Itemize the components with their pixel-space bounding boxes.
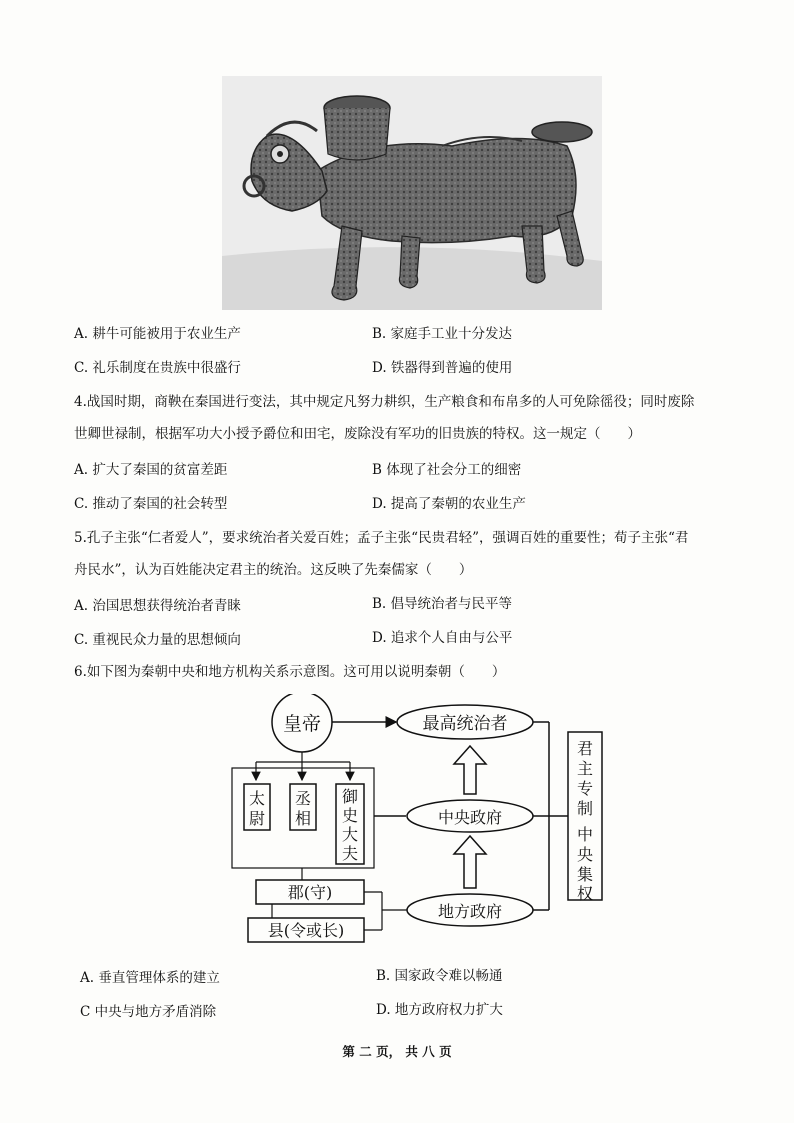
central-gov-label: 中央政府 <box>437 808 503 827</box>
taiwei-char-2: 尉 <box>248 809 266 828</box>
side-char-2: 主 <box>576 759 594 778</box>
q6-option-d: D. 地方政府权力扩大 <box>376 1002 503 1018</box>
yushi-char-3: 大 <box>341 825 359 844</box>
q3-option-b: B. 家庭手工业十分发达 <box>372 326 513 342</box>
q3-option-c: C. 礼乐制度在贵族中很盛行 <box>74 360 241 376</box>
q4-stem-line2: 世卿世禄制，根据军功大小授予爵位和田宅，废除没有军功的旧贵族的特权。这一规定（ ） <box>74 426 641 442</box>
up-arrow-local-to-central <box>454 836 486 888</box>
q5-stem-line2: 舟民水”，认为百姓能决定君主的统治。这反映了先秦儒家（ ） <box>74 562 473 578</box>
yushi-char-1: 御 <box>341 787 359 806</box>
chengxiang-char-1: 丞 <box>294 789 312 808</box>
bronze-ox-vessel-drawing <box>222 76 602 310</box>
page-footer: 第 二 页， 共 八 页 <box>342 1044 452 1059</box>
emperor-label: 皇帝 <box>282 713 322 735</box>
taiwei-char-1: 太 <box>248 789 266 808</box>
q5-option-d: D. 追求个人自由与公平 <box>372 630 513 646</box>
yushi-char-4: 夫 <box>341 844 359 863</box>
q6-option-a: A. 垂直管理体系的建立 <box>80 970 220 986</box>
q5-option-a: A. 治国思想获得统治者青睐 <box>74 598 241 614</box>
side-char-7: 集 <box>576 865 594 884</box>
chengxiang-char-2: 相 <box>294 809 312 828</box>
yushi-char-2: 史 <box>341 806 359 825</box>
q5-option-c: C. 重视民众力量的思想倾向 <box>74 632 241 648</box>
side-char-1: 君 <box>576 739 594 758</box>
q5-stem-line1: 5.孔子主张“仁者爱人”，要求统治者关爱百姓；孟子主张“民贵君轻”，强调百姓的重要性；荀子主张“君 <box>74 530 689 546</box>
q3-option-d: D. 铁器得到普遍的使用 <box>372 360 513 376</box>
q4-option-d: D. 提高了秦朝的农业生产 <box>372 496 526 512</box>
q3-option-a: A. 耕牛可能被用于农业生产 <box>74 326 241 342</box>
side-char-3: 专 <box>576 779 594 798</box>
commandery-label: 郡(守) <box>287 883 333 902</box>
county-label: 县(令或长) <box>267 921 345 940</box>
side-char-4: 制 <box>576 799 594 818</box>
q6-stem: 6.如下图为秦朝中央和地方机构关系示意图。这可用以说明秦朝（ ） <box>74 664 506 680</box>
local-gov-label: 地方政府 <box>437 902 503 921</box>
q5-option-b: B. 倡导统治者与民平等 <box>372 596 513 612</box>
up-arrow-central-to-ruler <box>454 746 486 794</box>
side-char-6: 央 <box>576 845 594 864</box>
q4-stem-line1: 4.战国时期，商鞅在秦国进行变法，其中规定凡努力耕织，生产粮食和布帛多的人可免除徭役；同时废除 <box>74 394 695 410</box>
supreme-ruler-label: 最高统治者 <box>422 714 508 734</box>
q6-option-c: C 中央与地方矛盾消除 <box>80 1004 217 1020</box>
side-char-8: 权 <box>576 884 594 903</box>
q4-option-b: B 体现了社会分工的细密 <box>372 462 522 478</box>
side-char-5: 中 <box>576 825 594 844</box>
q4-option-a: A. 扩大了秦国的贫富差距 <box>74 462 228 478</box>
qin-government-structure-diagram <box>226 694 616 944</box>
bronze-ox-vessel-image <box>222 76 602 310</box>
q6-option-b: B. 国家政令难以畅通 <box>376 968 503 984</box>
q4-option-c: C. 推动了秦国的社会转型 <box>74 496 228 512</box>
